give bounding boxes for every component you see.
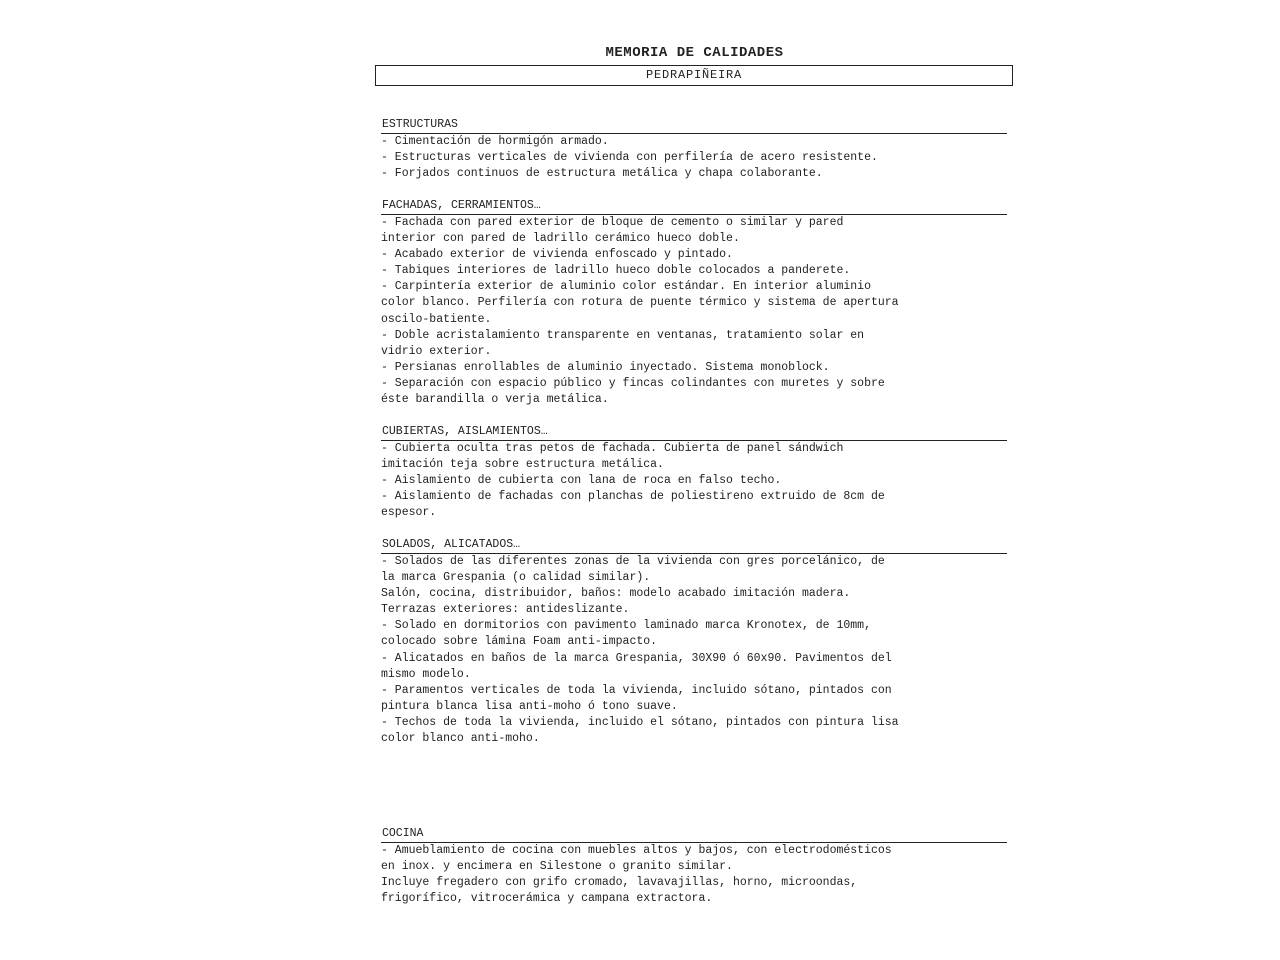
section-body	[381, 134, 1007, 182]
text-line: Incluye fregadero con grifo cromado, lavavajillas, horno, microondas,	[381, 876, 858, 890]
text-line: - Amueblamiento de cocina con muebles altos y bajos, con electrodomésticos	[381, 844, 892, 857]
section-heading: CUBIERTAS, AISLAMIENTOS…	[381, 425, 1007, 441]
text-line: - Techos de toda la vivienda, incluido el sótano, pintados con pintura lisa	[381, 715, 899, 729]
section-heading: SOLADOS, ALICATADOS…	[381, 538, 1007, 554]
section-estructuras	[381, 118, 1007, 182]
text-line: - Forjados continuos de estructura metálica y chapa colaborante.	[381, 167, 823, 181]
section-cocina	[381, 827, 1007, 907]
text-line: en inox. y encimera en Silestone o granito similar.	[381, 860, 733, 874]
text-line: - Cubierta oculta tras petos de fachada. Cubierta de panel sándwich	[381, 442, 844, 455]
text-line: espesor.	[381, 506, 437, 520]
text-line: - Paramentos verticales de toda la vivienda, incluido sótano, pintados con	[381, 683, 892, 697]
text-line: - Aislamiento de fachadas con planchas de poliestireno extruido de 8cm de	[381, 490, 885, 504]
project-name-box: PEDRAPIÑEIRA	[375, 65, 1013, 86]
text-line: la marca Grespania (o calidad similar).	[381, 571, 651, 585]
document-title: MEMORIA DE CALIDADES	[605, 45, 784, 61]
text-line: - Cimentación de hormigón armado.	[381, 135, 609, 148]
text-line: - Separación con espacio público y fincas colindantes con muretes y sobre	[381, 376, 885, 390]
text-line: vidrio exterior.	[381, 344, 492, 358]
text-line: - Persianas enrollables de aluminio inyectado. Sistema monoblock.	[381, 360, 830, 374]
text-line: oscilo-batiente.	[381, 312, 492, 326]
text-line: Salón, cocina, distribuidor, baños: modelo acabado imitación madera.	[381, 587, 851, 601]
text-line: mismo modelo.	[381, 667, 471, 681]
section-body	[381, 554, 1007, 747]
text-line: - Doble acristalamiento transparente en ventanas, tratamiento solar en	[381, 328, 865, 342]
text-line: - Acabado exterior de vivienda enfoscado y pintado.	[381, 248, 733, 262]
text-line: - Carpintería exterior de aluminio color estándar. En interior aluminio	[381, 280, 871, 294]
section-heading: COCINA	[381, 827, 1007, 843]
text-line: imitación teja sobre estructura metálica.	[381, 458, 664, 472]
text-line: interior con pared de ladrillo cerámico hueco doble.	[381, 232, 740, 246]
text-line: - Aislamiento de cubierta con lana de roca en falso techo.	[381, 474, 782, 488]
text-line: colocado sobre lámina Foam anti-impacto.	[381, 635, 658, 649]
section-body	[381, 215, 1007, 408]
text-line: color blanco anti-moho.	[381, 732, 540, 746]
text-line: Terrazas exteriores: antideslizante.	[381, 603, 630, 617]
text-line: color blanco. Perfilería con rotura de puente térmico y sistema de apertura	[381, 296, 899, 310]
text-line: - Solado en dormitorios con pavimento laminado marca Kronotex, de 10mm,	[381, 619, 871, 633]
section-heading: FACHADAS, CERRAMIENTOS…	[381, 199, 1007, 215]
section-solados	[381, 538, 1007, 747]
text-line: frigorífico, vitrocerámica y campana extractora.	[381, 892, 713, 906]
text-line: - Estructuras verticales de vivienda con perfilería de acero resistente.	[381, 151, 878, 165]
text-line: pintura blanca lisa anti-moho ó tono suave.	[381, 699, 678, 713]
section-body	[381, 843, 1007, 907]
text-line: éste barandilla o verja metálica.	[381, 393, 609, 407]
text-line: - Fachada con pared exterior de bloque de cemento o similar y pared	[381, 216, 844, 229]
text-line: - Tabiques interiores de ladrillo hueco doble colocados a panderete.	[381, 264, 851, 278]
section-body	[381, 441, 1007, 521]
text-line: - Alicatados en baños de la marca Grespania, 30X90 ó 60x90. Pavimentos del	[381, 651, 892, 665]
text-line: - Solados de las diferentes zonas de la vivienda con gres porcelánico, de	[381, 555, 885, 568]
section-fachadas	[381, 199, 1007, 408]
section-cubiertas	[381, 425, 1007, 521]
section-heading: ESTRUCTURAS	[381, 118, 1007, 134]
